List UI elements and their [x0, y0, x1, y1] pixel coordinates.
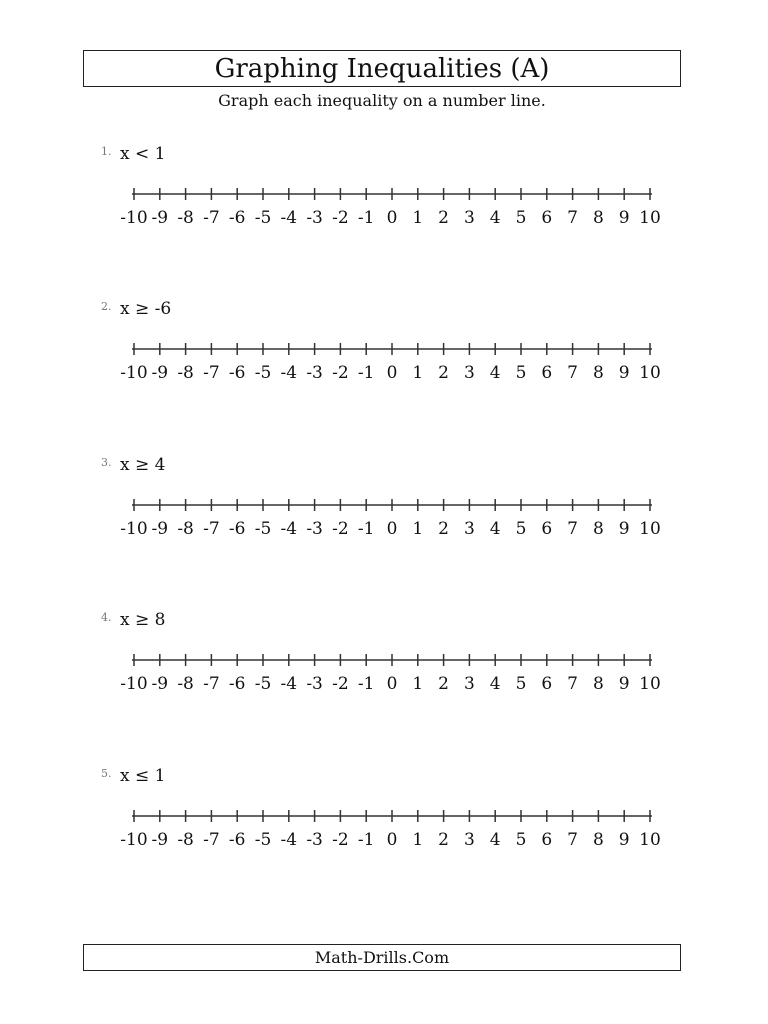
tick-label: -7 [203, 208, 220, 228]
tick-label: -3 [306, 674, 323, 694]
tick-label: 2 [438, 519, 450, 539]
problem-2 [0, 299, 768, 419]
tick-label: -7 [203, 519, 220, 539]
tick-label: 9 [618, 830, 630, 850]
tick-label: 3 [463, 519, 475, 539]
tick-label: -8 [177, 830, 194, 850]
tick-label: -1 [357, 363, 375, 383]
tick-label: -5 [254, 519, 272, 539]
tick-label: 2 [438, 674, 450, 694]
tick-label: -2 [332, 519, 349, 539]
tick-label: -8 [177, 519, 194, 539]
tick-label: 9 [618, 519, 630, 539]
tick-label: 8 [592, 674, 604, 694]
tick-label: 1 [412, 363, 424, 383]
tick-label: 10 [639, 519, 661, 539]
tick-label: 6 [541, 830, 553, 850]
tick-label: -7 [203, 830, 220, 850]
tick-label: 6 [541, 519, 553, 539]
tick-label: 4 [489, 674, 501, 694]
tick-label: 7 [567, 208, 579, 228]
tick-label: -8 [177, 208, 194, 228]
title-text: Graphing Inequalities (A) [214, 53, 550, 84]
tick-label: 10 [639, 208, 661, 228]
tick-label: 7 [567, 830, 579, 850]
tick-label: -8 [177, 674, 194, 694]
number-line[interactable] [120, 174, 680, 234]
tick-label: 8 [592, 208, 604, 228]
tick-label: -2 [332, 830, 349, 850]
tick-label: 9 [618, 674, 630, 694]
tick-label: 10 [639, 674, 661, 694]
tick-label: 0 [386, 208, 398, 228]
tick-label: 9 [618, 208, 630, 228]
tick-label: 1 [412, 519, 424, 539]
tick-label: -10 [120, 830, 148, 850]
tick-label: -4 [280, 363, 298, 383]
tick-label: -2 [332, 208, 349, 228]
tick-label: -10 [120, 208, 148, 228]
instructions: Graph each inequality on a number line. [218, 91, 546, 110]
tick-label: 7 [567, 519, 579, 539]
problem-inequality: x ≥ 4 [120, 455, 166, 475]
tick-label: 7 [567, 363, 579, 383]
tick-label: -9 [151, 519, 169, 539]
number-line[interactable] [120, 796, 680, 856]
tick-label: -9 [151, 830, 169, 850]
tick-label: -6 [228, 363, 246, 383]
problem-inequality: x ≤ 1 [120, 766, 166, 786]
tick-label: 5 [515, 208, 527, 228]
tick-label: -5 [254, 674, 272, 694]
tick-label: 1 [412, 208, 424, 228]
tick-label: 3 [463, 830, 475, 850]
problem-3 [0, 455, 768, 575]
tick-label: -2 [332, 674, 349, 694]
tick-label: -5 [254, 363, 272, 383]
tick-label: 2 [438, 208, 450, 228]
number-line[interactable] [120, 640, 680, 700]
footer [83, 944, 681, 971]
tick-label: -1 [357, 830, 375, 850]
tick-label: -4 [280, 674, 298, 694]
tick-label: 6 [541, 208, 553, 228]
problem-5 [0, 766, 768, 886]
tick-label: 10 [639, 363, 661, 383]
tick-label: 0 [386, 363, 398, 383]
tick-label: -7 [203, 674, 220, 694]
tick-label: 6 [541, 363, 553, 383]
tick-label: 0 [386, 519, 398, 539]
worksheet-title [83, 50, 681, 87]
problem-number: 1. [101, 145, 112, 158]
tick-label: -3 [306, 363, 323, 383]
tick-label: -3 [306, 830, 323, 850]
tick-label: 2 [438, 363, 450, 383]
tick-label: -1 [357, 208, 375, 228]
tick-label: 5 [515, 830, 527, 850]
tick-label: 3 [463, 363, 475, 383]
tick-label: 3 [463, 674, 475, 694]
tick-label: -7 [203, 363, 220, 383]
tick-label: -8 [177, 363, 194, 383]
problem-1 [0, 144, 768, 264]
problem-number: 2. [101, 300, 112, 313]
tick-label: 4 [489, 208, 501, 228]
tick-label: 4 [489, 363, 501, 383]
tick-label: -4 [280, 830, 298, 850]
problem-inequality: x < 1 [120, 144, 166, 164]
tick-label: 4 [489, 830, 501, 850]
problem-number: 5. [101, 767, 112, 780]
tick-label: -4 [280, 208, 298, 228]
tick-label: 5 [515, 674, 527, 694]
tick-label: 5 [515, 363, 527, 383]
problem-4 [0, 610, 768, 730]
tick-label: -3 [306, 519, 323, 539]
tick-label: -4 [280, 519, 298, 539]
tick-label: -6 [228, 674, 246, 694]
problem-number: 3. [101, 456, 112, 469]
tick-label: 1 [412, 674, 424, 694]
tick-label: -9 [151, 363, 169, 383]
number-line[interactable] [120, 329, 680, 389]
tick-label: 5 [515, 519, 527, 539]
tick-label: -1 [357, 674, 375, 694]
tick-label: -9 [151, 208, 169, 228]
tick-label: 8 [592, 363, 604, 383]
tick-label: 0 [386, 674, 398, 694]
tick-label: -5 [254, 208, 272, 228]
footer-text: Math-Drills.Com [314, 948, 450, 967]
tick-label: -2 [332, 363, 349, 383]
tick-label: 1 [412, 830, 424, 850]
number-line[interactable] [120, 485, 680, 545]
problem-number: 4. [101, 611, 112, 624]
tick-label: -10 [120, 363, 148, 383]
tick-label: 10 [639, 830, 661, 850]
tick-label: 9 [618, 363, 630, 383]
tick-label: -10 [120, 519, 148, 539]
tick-label: -9 [151, 674, 169, 694]
tick-label: -1 [357, 519, 375, 539]
tick-label: 8 [592, 830, 604, 850]
tick-label: -6 [228, 208, 246, 228]
tick-label: -3 [306, 208, 323, 228]
tick-label: 0 [386, 830, 398, 850]
tick-label: 4 [489, 519, 501, 539]
tick-label: -6 [228, 830, 246, 850]
tick-label: -10 [120, 674, 148, 694]
problem-inequality: x ≥ 8 [120, 610, 166, 630]
tick-label: 8 [592, 519, 604, 539]
tick-label: 7 [567, 674, 579, 694]
tick-label: -6 [228, 519, 246, 539]
problem-inequality: x ≥ -6 [120, 299, 172, 319]
tick-label: 2 [438, 830, 450, 850]
tick-label: 6 [541, 674, 553, 694]
tick-label: -5 [254, 830, 272, 850]
tick-label: 3 [463, 208, 475, 228]
